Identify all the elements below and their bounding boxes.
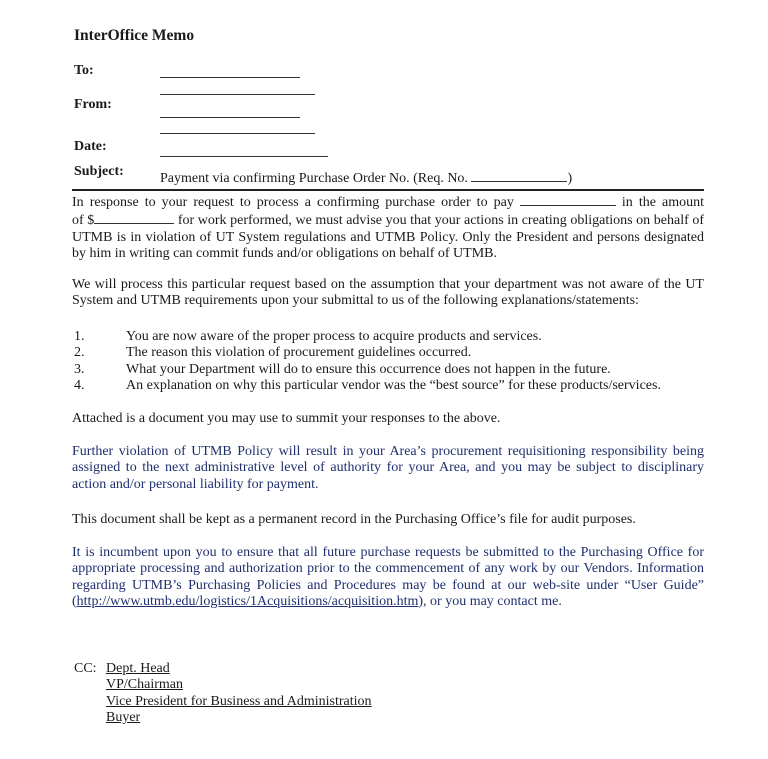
subject-label: Subject: [74, 164, 124, 179]
to-blank-line-2 [160, 94, 315, 95]
list-item [74, 362, 704, 378]
vendor-blank [520, 193, 616, 206]
amount-blank [94, 211, 174, 224]
paragraph-1-line-1 [72, 193, 704, 211]
cc-item: Dept. Head [106, 661, 170, 676]
cc-row [74, 661, 372, 677]
cc-item: Vice President for Business and Administration [106, 693, 372, 709]
cc-row [74, 694, 372, 710]
p6-text-b: ), or you may contact me. [418, 593, 562, 609]
from-blank-line-2 [160, 133, 315, 134]
date-label: Date: [74, 139, 107, 154]
to-blank-line-1 [160, 77, 300, 78]
paragraph-3: Attached is a document you may use to summit your responses to the above. [72, 411, 501, 426]
paragraph-2: We will process this particular request based on the assumption that your department was not aware of the UT System and UTMB requirements upon your submittal to us of the following explanations/statements: [72, 277, 704, 309]
cc-label: CC: [74, 661, 97, 676]
explanations-list [74, 329, 704, 394]
list-item [74, 345, 704, 361]
req-no-blank [471, 169, 567, 182]
p1-text-a: In response to your request to process a confirming purchase order to pay [72, 195, 514, 210]
p1-text-c: of $ [72, 213, 95, 229]
memo-title: InterOffice Memo [74, 27, 195, 44]
list-text: An explanation on why this particular vendor was the “best source” for these products/services. [126, 377, 661, 393]
paragraph-4: Further violation of UTMB Policy will result in your Area’s procurement requisitioning responsibility being assigned to the next administrative level of authority for your Area, and you may be subject to disciplinary action and/or personal liability for payment. [72, 444, 704, 492]
paragraph-1-rest [72, 211, 704, 262]
from-label: From: [74, 97, 112, 112]
cc-row [74, 710, 372, 726]
subject-text [160, 169, 572, 187]
list-text: What your Department will do to ensure this occurrence does not happen in the future. [126, 361, 611, 377]
p6-text-a: It is incumbent upon you to ensure that all future purchase requests be submitted to the Purchasing Office for appropriate processing and authorization prior to the commencement of any work by our Vendors. Information regarding UTMB’s Purchasing Policies and Procedures may be found at our web-site under “User Guide” ( [72, 545, 704, 609]
from-blank-line-1 [160, 117, 300, 118]
p1-text-b: in the amount [621, 195, 704, 210]
list-number: 2. [74, 345, 85, 361]
list-text: The reason this violation of procurement guidelines occurred. [126, 345, 472, 361]
paragraph-6 [72, 545, 704, 610]
list-number: 3. [74, 361, 85, 377]
header-rule [72, 189, 704, 191]
p1-text-d: for work performed, we must advise you that your actions in creating obligations on behalf of UTMB is in violation of UT System regulations and UTMB Policy. Only the President and persons designated by him in writing can commit funds and/or obligations on behalf of UTMB. [72, 213, 704, 261]
subject-close: ) [567, 171, 573, 186]
list-text: You are now aware of the proper process to acquire products and services. [126, 329, 542, 344]
subject-prefix: Payment via confirming Purchase Order No. (Req. No. [160, 171, 468, 186]
to-label: To: [74, 63, 94, 78]
paragraph-5: This document shall be kept as a permanent record in the Purchasing Office’s file for audit purposes. [72, 512, 636, 527]
cc-item: Buyer [106, 709, 141, 725]
cc-block [74, 661, 372, 726]
cc-row [74, 677, 372, 693]
list-number: 4. [74, 377, 85, 393]
paragraph-1 [72, 193, 704, 262]
list-number: 1. [74, 329, 85, 344]
list-item [74, 329, 704, 345]
acquisition-link[interactable]: http://www.utmb.edu/logistics/1Acquisitions/acquisition.htm [76, 593, 419, 609]
date-blank-line [160, 156, 328, 157]
list-item [74, 378, 704, 394]
cc-item: VP/Chairman [106, 677, 183, 693]
